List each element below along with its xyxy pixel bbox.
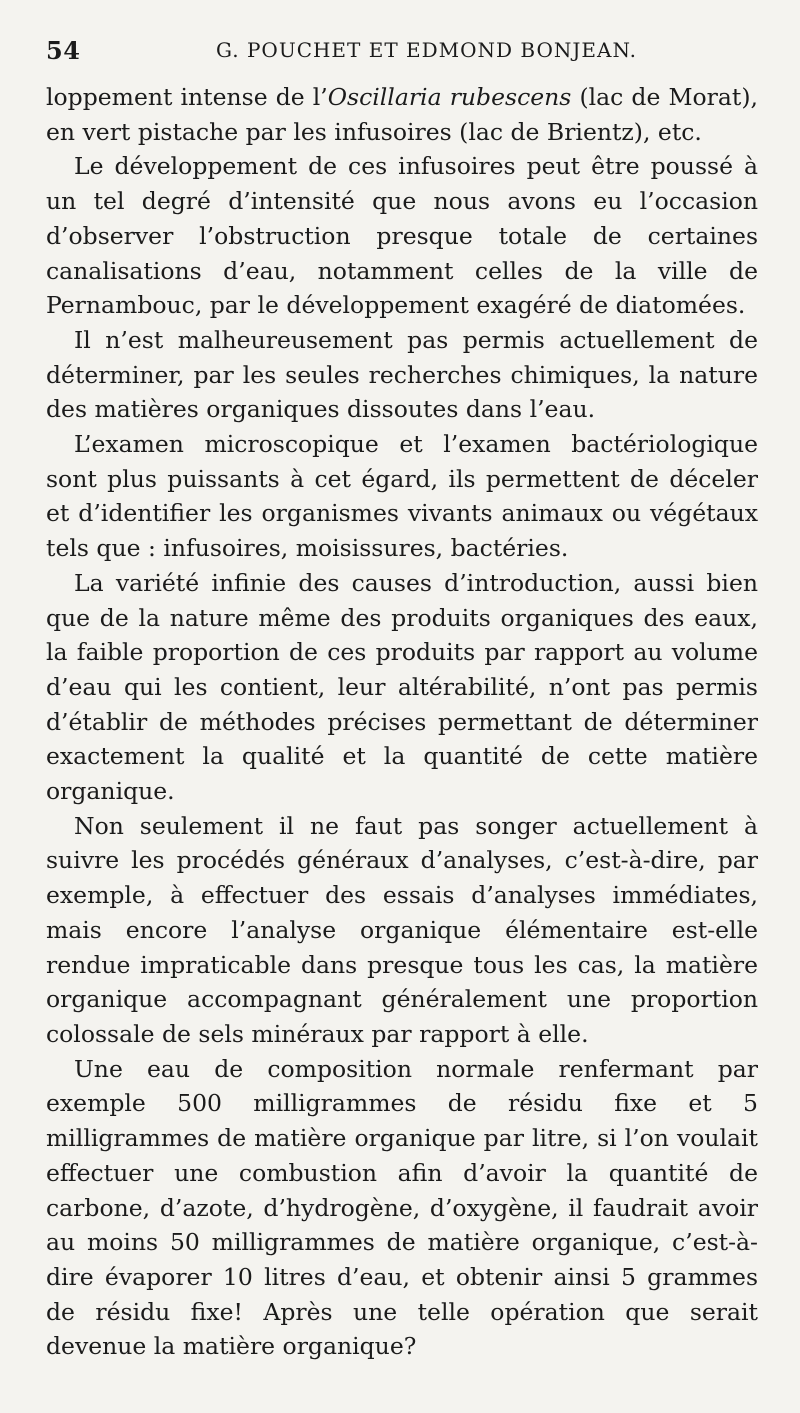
paragraph-6: Non seulement il ne faut pas songer actuellement à suivre les procédés généraux d’analyses, c’est-à-dire, par exemple, à effectuer des essais d’analyses immédiates, mais encore l’analyse organique élémentaire est-elle rendue impraticable dans presque tous les cas, la matière organique accompagnant généralement une proportion colossale de sels minéraux par rapport à elle. [46,811,758,1048]
paragraph-5: La variété infinie des causes d’introduction, aussi bien que de la nature même des produits organiques des eaux, la faible proportion de ces produits par rapport au volume d’eau qui les contient, leur altérabilité, n’ont pas permis d’établir de méthodes précises permettant de déterminer exactement la qualité et la quantité de cette matière organique. [46,568,758,806]
paragraph-4: L’examen microscopique et l’examen bactériologique sont plus puissants à cet égard, ils permettent de déceler et d’identifier les organismes vivants animaux ou végétaux tels que : infusoires, moisissures, bactéries. [46,430,758,563]
running-title: G. POUCHET ET EDMOND BONJEAN. [216,38,638,62]
paragraph-1-text-start: loppement intense de l’ [46,83,328,111]
paragraph-2: Le développement de ces infusoires peut être poussé à un tel degré d’intensité que nous avons eu l’occasion d’observer l’obstruction presque totale de certaines canalisations d’eau, notamment celles de la ville de Pernambouc, par le développement exagéré de diatomées. [46,152,758,320]
page-header [46,32,760,68]
page-number: 54 [46,36,81,65]
body-text [46,80,758,1364]
paragraph-3: Il n’est malheureusement pas permis actuellement de déterminer, par les seules recherches chimiques, la nature des matières organiques dissoutes dans l’eau. [46,325,758,424]
paragraph-1 [46,80,758,149]
paragraph-7: Une eau de composition normale renfermant par exemple 500 milligrammes de résidu fixe et 5 milligrammes de matière organique par litre, si l’on voulait effectuer une combustion afin d’avoir la quantité de carbone, d’azote, d’hydrogène, d’oxygène, il faudrait avoir au moins 50 milligrammes de matière organique, c’est-à-dire évaporer 10 litres d’eau, et obtenir ainsi 5 grammes de résidu fixe! Après une telle opération que serait devenue la matière organique? [46,1054,758,1361]
species-name-italic: Oscillaria rubescens [327,83,572,111]
paragraph-1-text-end: (lac de Morat), en vert pistache par les infusoires (lac de Brientz), etc. [46,83,758,146]
